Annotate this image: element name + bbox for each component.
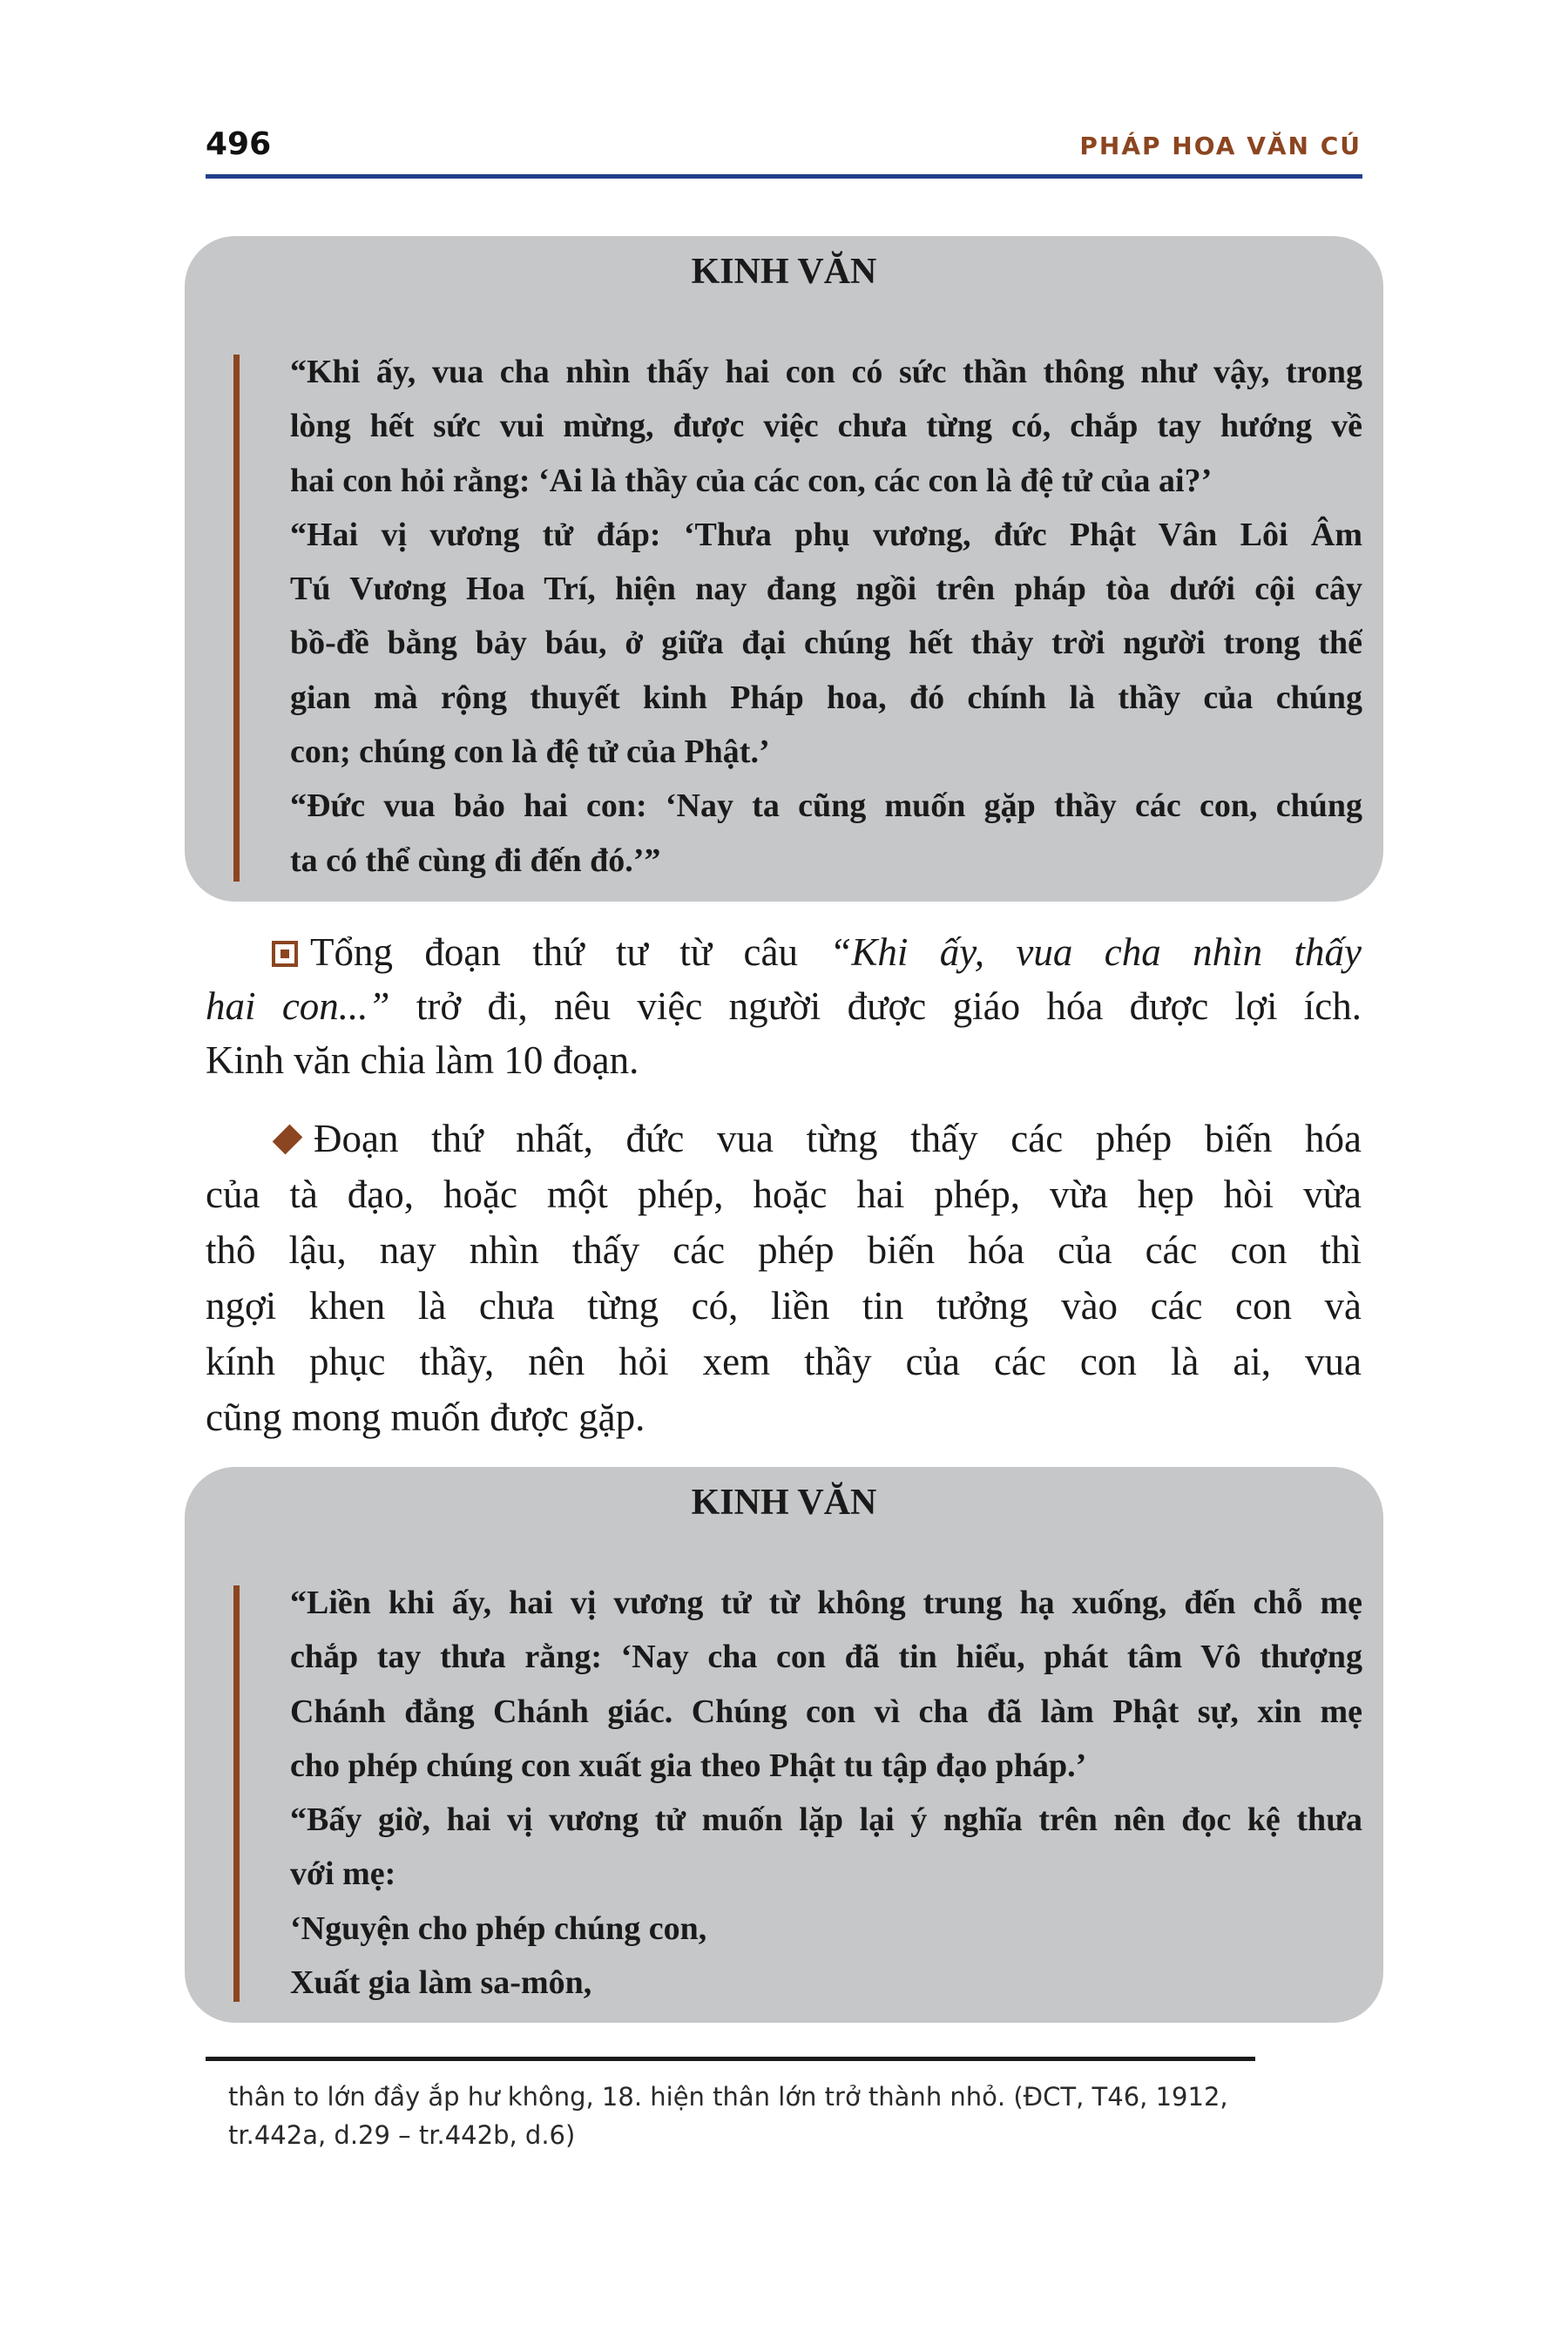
footnote-rule <box>206 2057 1255 2061</box>
scripture-line: lòng hết sức vui mừng, được việc chưa từng có, chắp tay hướng về <box>290 408 1362 445</box>
scripture-line: “Khi ấy, vua cha nhìn thấy hai con có sức thần thông như vậy, trong <box>290 354 1362 390</box>
scripture-line: ‘Nguyện cho phép chúng con, <box>290 1909 707 1947</box>
paragraph-line: ngợi khen là chưa từng có, liền tin tưởng vào các con và <box>206 1284 1362 1328</box>
paragraph-line <box>206 1111 1362 1166</box>
commentary-paragraph-1 <box>206 925 1362 1087</box>
paragraph-text: Tổng đoạn thứ tư từ câu <box>310 930 830 974</box>
scripture-line: Xuất gia làm sa-môn, <box>290 1964 592 2002</box>
paragraph-line <box>206 979 1362 1033</box>
scripture-box-title: KINH VĂN <box>691 252 877 292</box>
paragraph-line <box>206 925 1362 979</box>
paragraph-text: Đoạn thứ nhất, đức vua từng thấy các phép biến hóa <box>314 1117 1362 1160</box>
scripture-line: “Hai vị vương tử đáp: ‘Thưa phụ vương, đức Phật Vân Lôi Âm <box>290 516 1362 553</box>
scripture-box-title: KINH VĂN <box>691 1483 877 1523</box>
square-bullet-icon <box>272 941 298 967</box>
scripture-line: “Liền khi ấy, hai vị vương tử từ không trung hạ xuống, đến chỗ mẹ <box>290 1585 1362 1621</box>
scripture-line: gian mà rộng thuyết kinh Pháp hoa, đó chính là thầy của chúng <box>290 679 1362 716</box>
scripture-text <box>290 345 1362 888</box>
commentary-paragraph-2 <box>206 1111 1362 1445</box>
scripture-line: với mẹ: <box>290 1855 396 1893</box>
scripture-line: bồ-đề bằng bảy báu, ở giữa đại chúng hết thảy trời người trong thế <box>290 625 1362 662</box>
scripture-line: Chánh đẳng Chánh giác. Chúng con vì cha đã làm Phật sự, xin mẹ <box>290 1693 1362 1730</box>
paragraph-text: trở đi, nêu việc người được giáo hóa được lợi ích. <box>389 984 1362 1028</box>
scripture-line: ta có thể cùng đi đến đó.’” <box>290 841 661 879</box>
scripture-line: Tú Vương Hoa Trí, hiện nay đang ngồi trên pháp tòa dưới cội cây <box>290 571 1362 608</box>
paragraph-line: kính phục thầy, nên hỏi xem thầy của các con là ai, vua <box>206 1340 1362 1383</box>
scripture-line: hai con hỏi rằng: ‘Ai là thầy của các con, các con là đệ tử của ai?’ <box>290 462 1213 499</box>
footnote-line: thân to lớn đầy ắp hư không, 18. hiện thân lớn trở thành nhỏ. (ĐCT, T46, 1912, <box>228 2082 1228 2112</box>
diamond-bullet-icon <box>273 1125 303 1155</box>
paragraph-line: thô lậu, nay nhìn thấy các phép biến hóa của các con thì <box>206 1228 1362 1272</box>
scripture-line: con; chúng con là đệ tử của Phật.’ <box>290 733 770 771</box>
footnote-line: tr.442a, d.29 – tr.442b, d.6) <box>228 2120 576 2150</box>
scripture-box-2 <box>185 1467 1383 2023</box>
scripture-text <box>290 1576 1362 2010</box>
paragraph-line: cũng mong muốn được gặp. <box>206 1396 645 1439</box>
quote-bar <box>233 355 240 882</box>
quoted-italic-text: hai con...” <box>206 984 390 1028</box>
paragraph-line: Kinh văn chia làm 10 đoạn. <box>206 1038 639 1082</box>
scripture-line: chắp tay thưa rằng: ‘Nay cha con đã tin hiểu, phát tâm Vô thượng <box>290 1639 1362 1676</box>
scripture-line: “Đức vua bảo hai con: ‘Nay ta cũng muốn gặp thầy các con, chúng <box>290 787 1362 825</box>
quote-bar <box>233 1585 240 2002</box>
running-title: PHÁP HOA VĂN CÚ <box>1079 132 1362 160</box>
footnote <box>228 2078 1361 2154</box>
scripture-line: cho phép chúng con xuất gia theo Phật tu tập đạo pháp.’ <box>290 1747 1087 1784</box>
quoted-italic-text: “Khi ấy, vua cha nhìn thấy <box>829 930 1362 974</box>
scripture-box-1 <box>185 236 1383 902</box>
scripture-line: “Bấy giờ, hai vị vương tử muốn lặp lại ý nghĩa trên nên đọc kệ thưa <box>290 1801 1362 1839</box>
paragraph-line: của tà đạo, hoặc một phép, hoặc hai phép, vừa hẹp hòi vừa <box>206 1173 1362 1216</box>
page-number: 496 <box>206 126 272 162</box>
header-rule <box>206 174 1362 179</box>
